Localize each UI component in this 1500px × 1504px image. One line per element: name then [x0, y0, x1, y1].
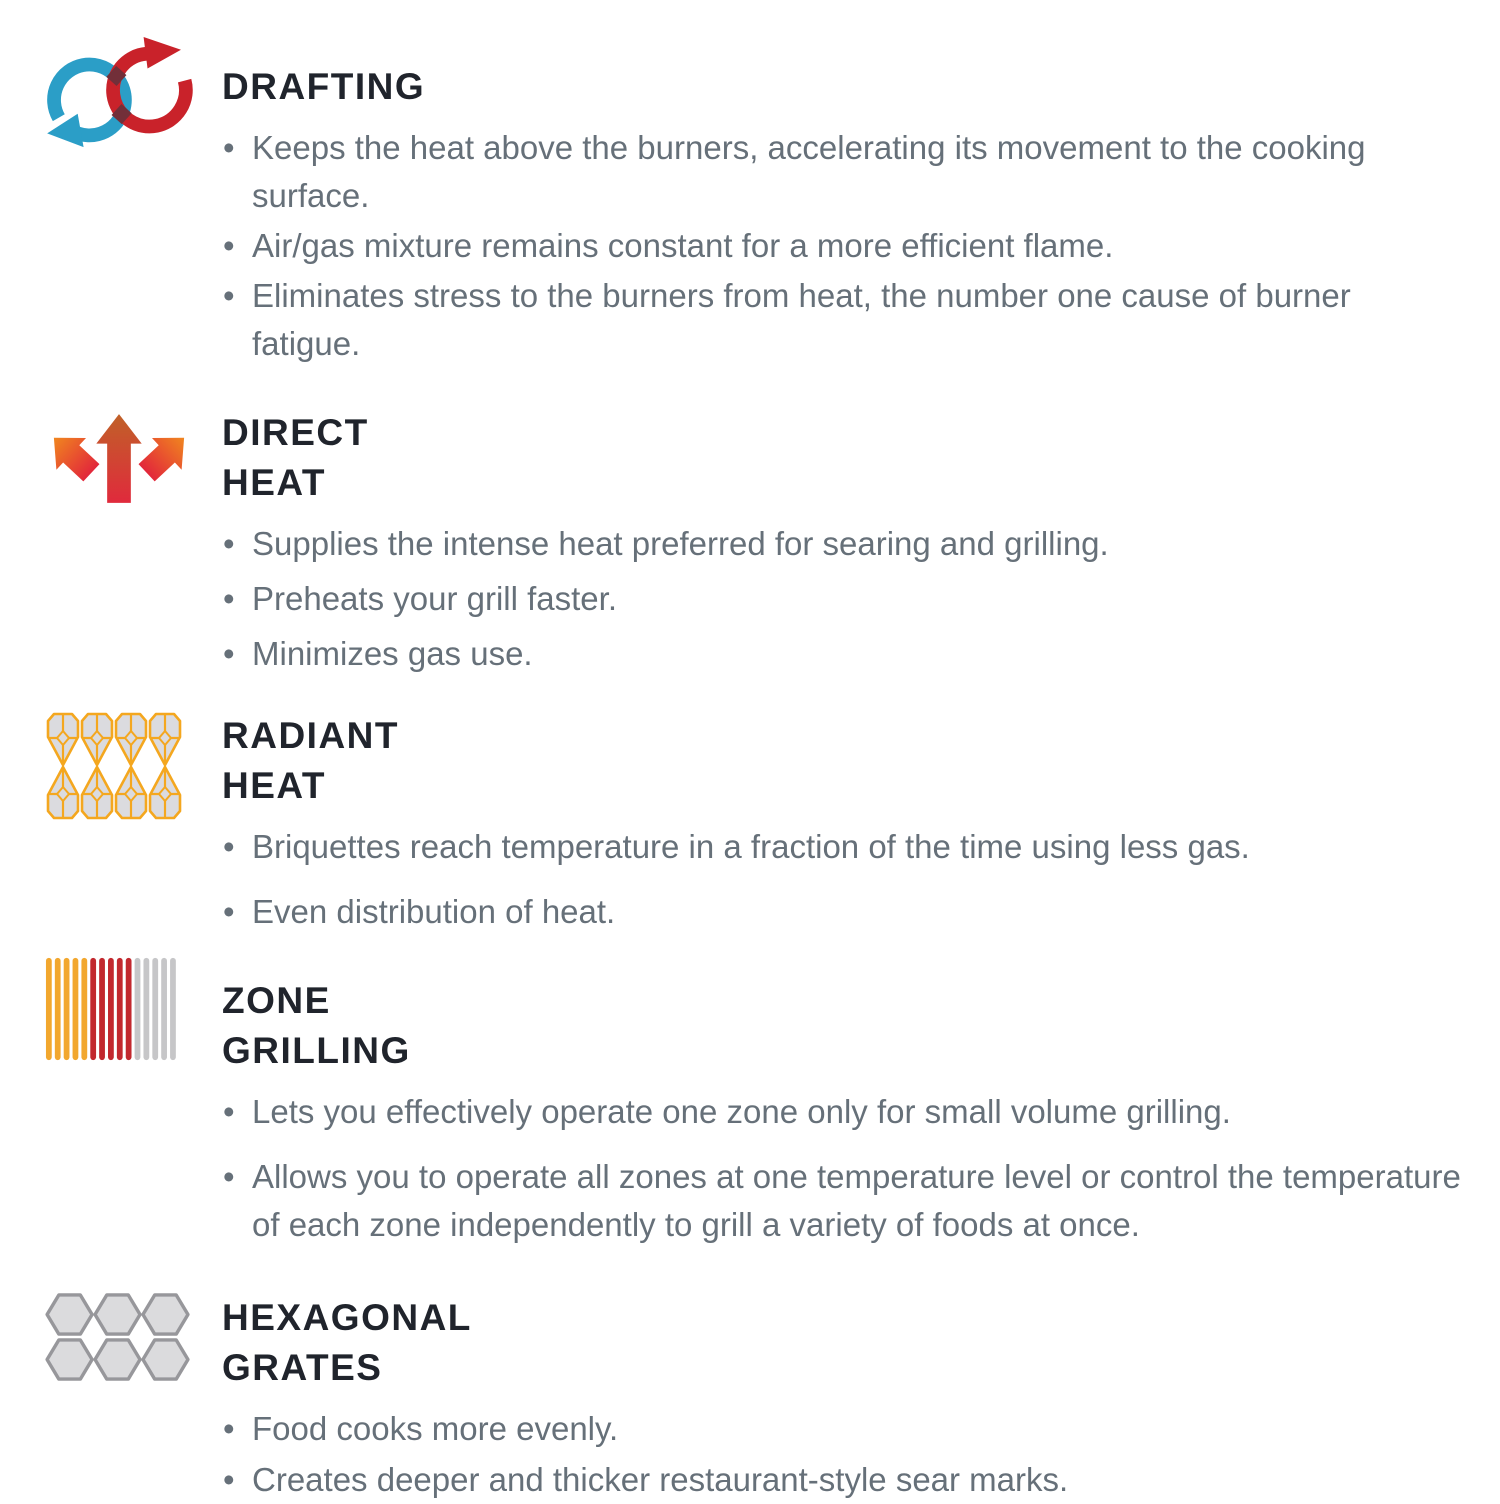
bullet-marker: •: [223, 129, 235, 166]
bullet-text: Allows you to operate all zones at one temperature level or control the temperature of each zone independently to grill a variety of foods at once.: [252, 1158, 1461, 1243]
bullet-text: Creates deeper and thicker restaurant-style sear marks.: [252, 1461, 1069, 1498]
feature-bullets: [222, 1405, 1465, 1504]
bullet-item: [222, 222, 1465, 270]
bullet-text: Lets you effectively operate one zone only for small volume grilling.: [252, 1093, 1231, 1130]
bullet-item: [222, 888, 1465, 936]
section-title-line: HEXAGONAL: [222, 1297, 472, 1338]
hexagonal-grates-text-column: [222, 1293, 1465, 1504]
section-title: [222, 711, 1465, 811]
drafting-icon-column: [45, 35, 222, 157]
bullet-marker: •: [223, 893, 235, 930]
bullet-marker: •: [223, 227, 235, 264]
section-title: [222, 408, 1465, 508]
section-title: [222, 62, 1465, 112]
bullet-marker: •: [223, 1093, 235, 1130]
bullet-text: Briquettes reach temperature in a fraction of the time using less gas.: [252, 828, 1250, 865]
section-title-line: ZONE: [222, 980, 331, 1021]
bullet-item: [222, 272, 1465, 368]
zone-grilling-text-column: [222, 976, 1465, 1249]
direct-heat-arrows-icon: [45, 408, 193, 505]
bullet-marker: •: [223, 1461, 235, 1498]
bullet-item: [222, 630, 1465, 678]
bullet-marker: •: [223, 525, 235, 562]
bullet-item: [222, 1456, 1465, 1504]
bullet-text: Food cooks more evenly.: [252, 1410, 619, 1447]
section-title: [222, 976, 1465, 1076]
bullet-text: Supplies the intense heat preferred for searing and grilling.: [252, 525, 1109, 562]
feature-bullets: [222, 520, 1465, 678]
section-title-line: DRAFTING: [222, 66, 426, 107]
bullet-marker: •: [223, 635, 235, 672]
zone-grilling-icon-column: [45, 976, 222, 1062]
bullet-item: [222, 1088, 1465, 1136]
hexagonal-grates-icon: [45, 1293, 192, 1383]
section-title-line: DIRECT: [222, 412, 369, 453]
drafting-cycles-icon: [45, 35, 193, 157]
section-title-line: GRATES: [222, 1347, 383, 1388]
bullet-item: [222, 1405, 1465, 1453]
section-direct-heat: [45, 408, 1465, 678]
feature-bullets: [222, 124, 1465, 368]
bullet-text: Keeps the heat above the burners, accelerating its movement to the cooking surface.: [252, 129, 1366, 214]
radiant-heat-text-column: [222, 711, 1465, 936]
section-hexagonal-grates: [45, 1293, 1465, 1504]
bullet-marker: •: [223, 1410, 235, 1447]
bullet-item: [222, 1153, 1465, 1249]
bullet-marker: •: [223, 580, 235, 617]
bullet-item: [222, 575, 1465, 623]
bullet-marker: •: [223, 277, 235, 314]
section-zone-grilling: [45, 976, 1465, 1249]
section-title-line: HEAT: [222, 765, 326, 806]
direct-heat-text-column: [222, 408, 1465, 678]
feature-bullets: [222, 823, 1465, 936]
bullet-text: Eliminates stress to the burners from heat, the number one cause of burner fatigue.: [252, 277, 1351, 362]
feature-bullets: [222, 1088, 1465, 1249]
bullet-marker: •: [223, 1158, 235, 1195]
bullet-marker: •: [223, 828, 235, 865]
hexagonal-grates-icon-column: [45, 1293, 222, 1383]
section-radiant-heat: [45, 711, 1465, 936]
section-title: [222, 1293, 1465, 1393]
section-title-line: GRILLING: [222, 1030, 411, 1071]
drafting-text-column: [222, 35, 1465, 368]
radiant-heat-icon-column: [45, 711, 222, 821]
bullet-item: [222, 823, 1465, 871]
bullet-text: Preheats your grill faster.: [252, 580, 617, 617]
bullet-item: [222, 520, 1465, 568]
section-title-line: RADIANT: [222, 715, 399, 756]
bullet-text: Air/gas mixture remains constant for a more efficient flame.: [252, 227, 1114, 264]
direct-heat-icon-column: [45, 408, 222, 505]
section-title-line: HEAT: [222, 462, 326, 503]
radiant-briquettes-icon: [45, 711, 185, 821]
bullet-item: [222, 124, 1465, 220]
zone-bars-icon: [45, 956, 177, 1062]
bullet-text: Even distribution of heat.: [252, 893, 616, 930]
bullet-text: Minimizes gas use.: [252, 635, 533, 672]
section-drafting: [45, 35, 1465, 368]
